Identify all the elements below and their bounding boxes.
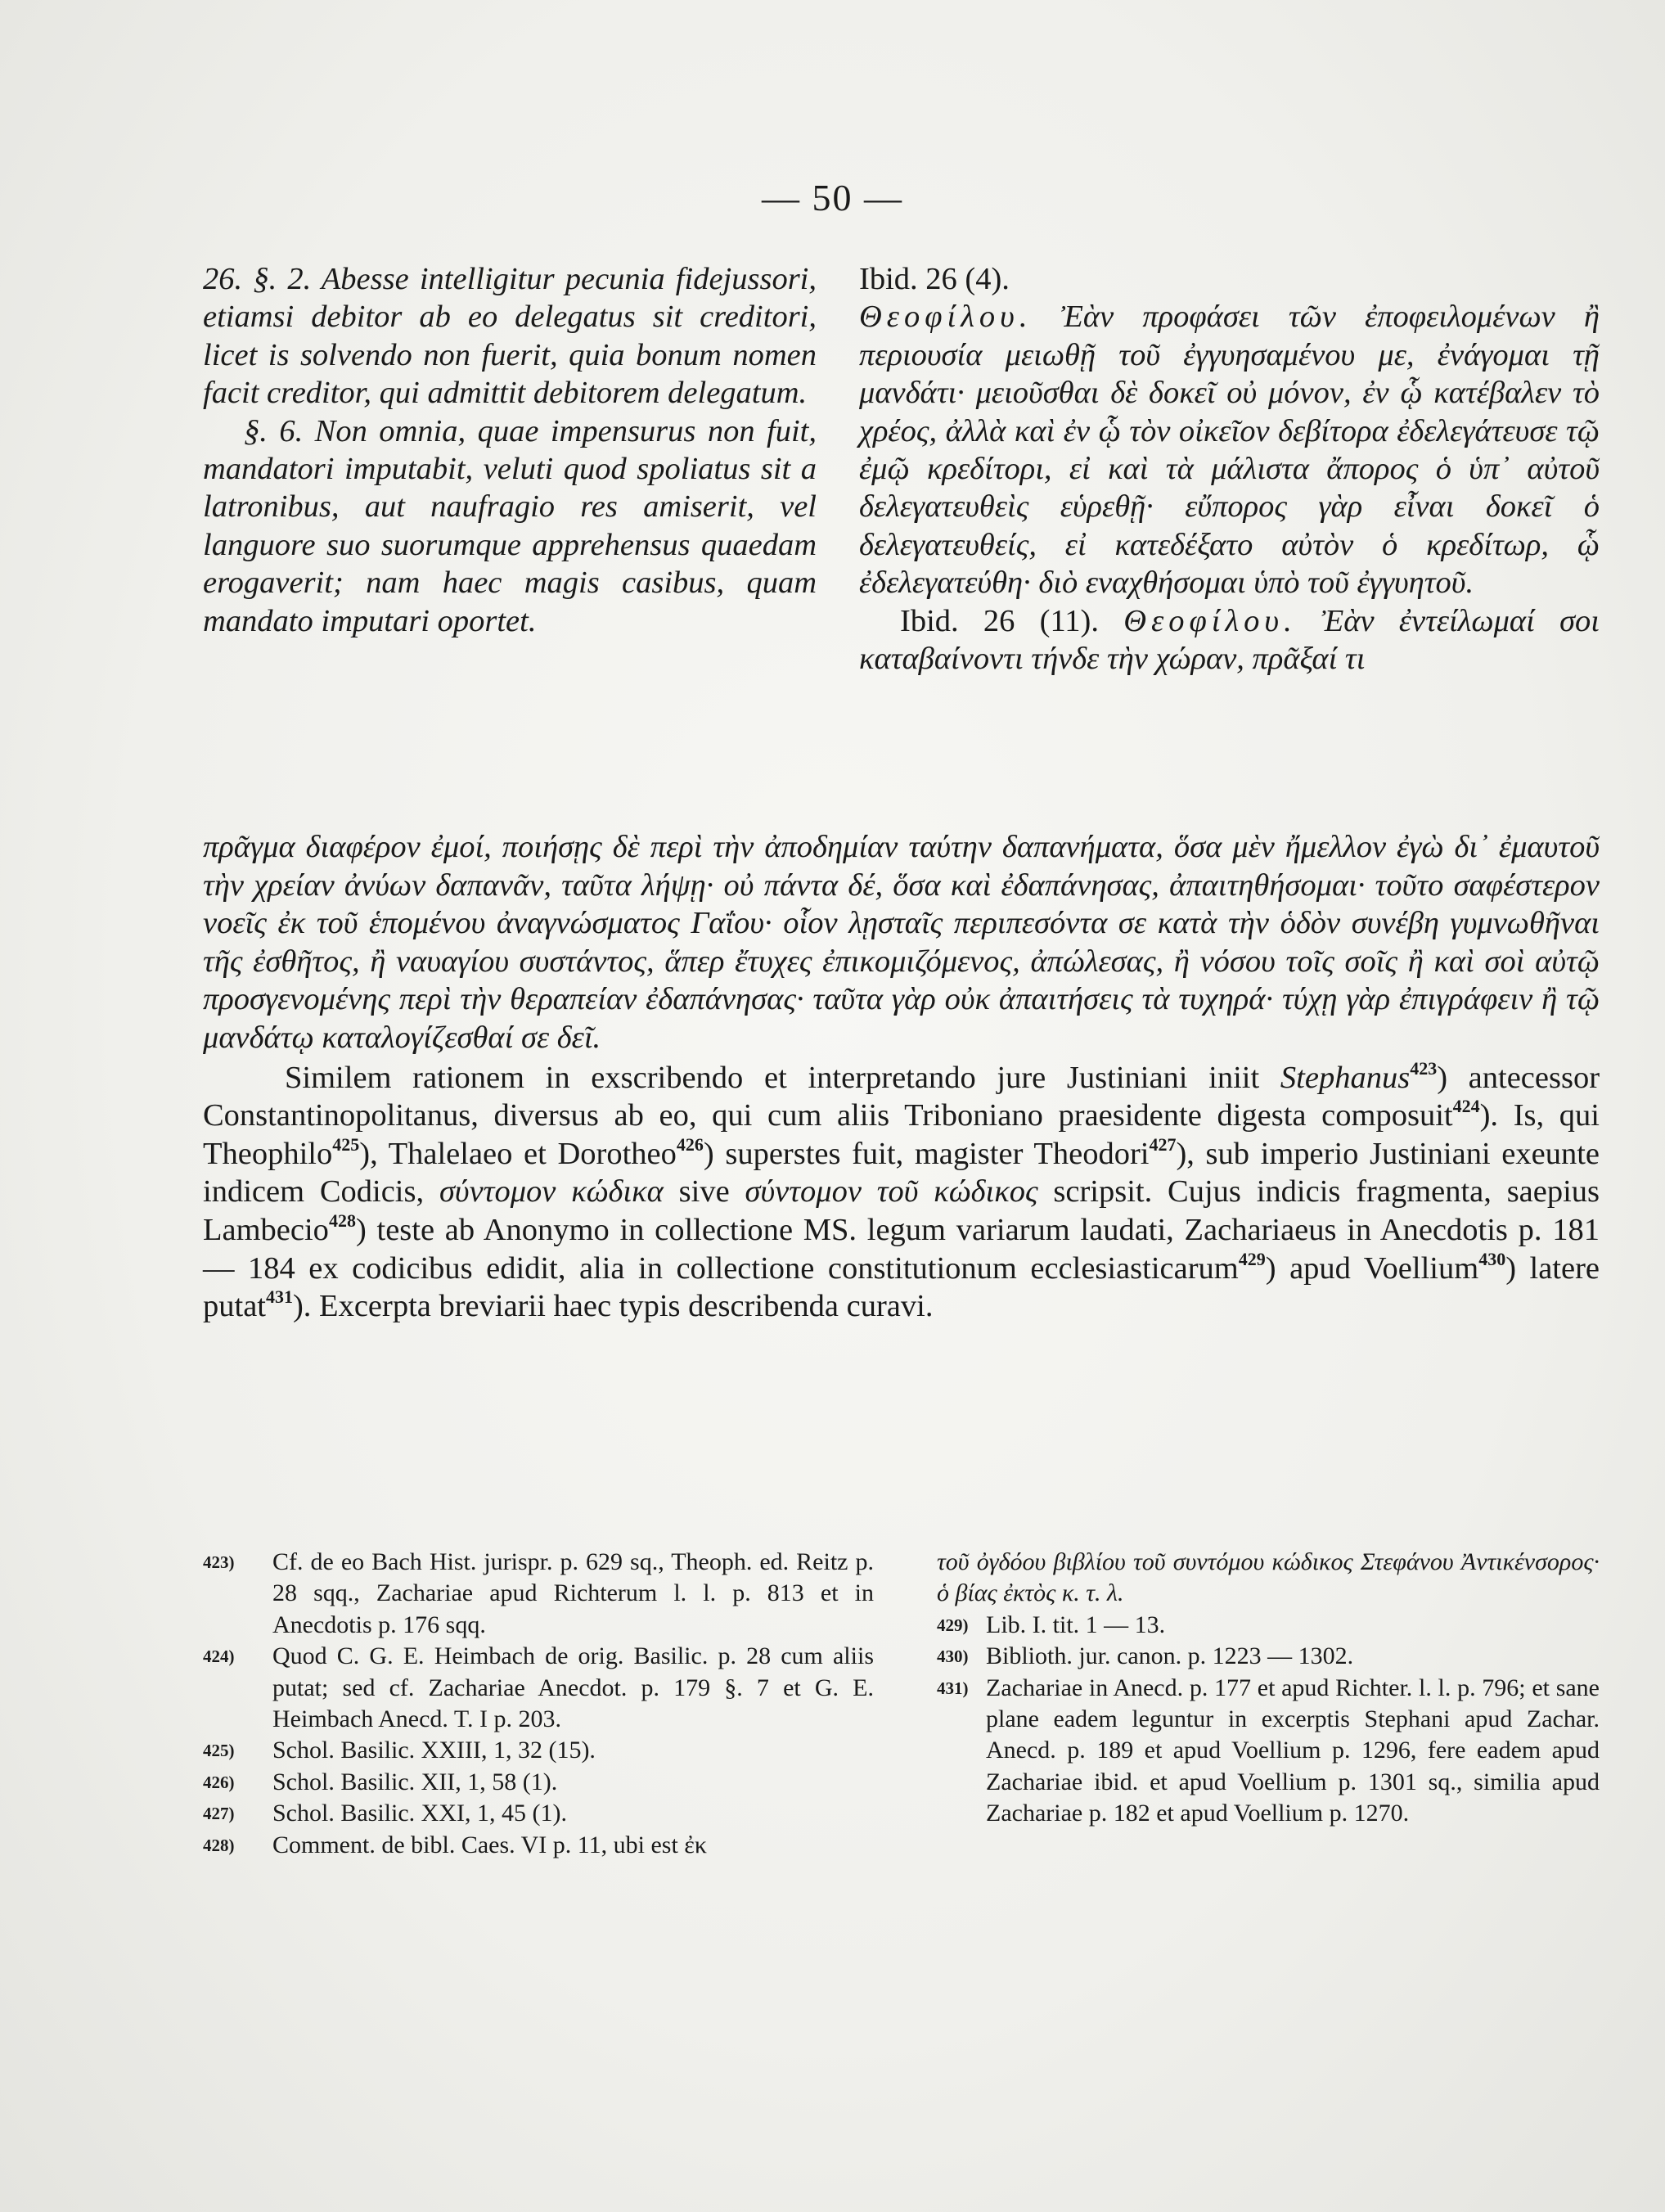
greek-reference-1: Ibid. 26 (4).: [859, 262, 1010, 296]
greek-passage-1: [859, 298, 1600, 601]
footnote-number: 423): [203, 1552, 235, 1572]
body-text: ) teste ab Anonymo in collectione MS. legum variarum laudati, Zachariaeus in Anecdotis p. 181 — 184 ex codicibus edidit, alia in collectione constitutionum ecclesiasticarum: [203, 1212, 1600, 1286]
footnote-426: [203, 1767, 874, 1798]
body-text: Similem rationem in exscribendo et interpretando jure Justiniani iniit: [285, 1060, 1260, 1095]
footnote-ref-427[interactable]: 427: [1149, 1133, 1177, 1155]
footnote-ref-428[interactable]: 428: [328, 1210, 356, 1231]
body-text: ). Excerpta breviarii haec typis describenda curavi.: [292, 1289, 934, 1324]
footnote-429: [937, 1610, 1600, 1641]
stephanus-name: Stephanus: [1280, 1060, 1411, 1095]
footnote-424: [203, 1641, 874, 1735]
body-text: sive: [678, 1174, 730, 1210]
greek-text-1: Ἐὰν προφάσει τῶν ἐποφειλομένων ἢ περιουσία μειωθῇ τοῦ ἐγγυησαμένου με, ἐνάγομαι τῇ μανδάτι· μειοῦσθαι δὲ δοκεῖ οὐ μόνον, ἐν ᾧ κατέβαλεν τὸ χρέος, ἀλλὰ καὶ ἐν ᾧ τὸν οἰκεῖον δεβίτορα ἐδελεγάτευσε τῷ ἐμῷ κρεδίτορι, εἰ καὶ τὰ μάλιστα ἄπορος ὁ ὑπ᾽ αὐτοῦ δελεγατευθεὶς εὑρεθῇ· εὔπορος γὰρ εἶναι δοκεῖ ὁ δελεγατευθείς, εἰ κατεδέξατο αὐτὸν ὁ κρεδίτωρ, ᾧ ἐδελεγατεύθη· διὸ εναχθήσομαι ὑπὸ τοῦ ἐγγυητοῦ.: [859, 300, 1600, 601]
left-column-latin: [203, 260, 817, 640]
footnote-number: 428): [203, 1835, 235, 1855]
body-text: ), sub imperio Justiniani exeunte indicem Codicis,: [203, 1136, 1600, 1210]
footnote-number: 424): [203, 1647, 235, 1667]
footnote-ref-424[interactable]: 424: [1452, 1096, 1480, 1117]
latin-paragraph-1: 26. §. 2. Abesse intelligitur pecunia fidejussori, etiamsi debitor ab eo delegatus sit creditori, licet is solvendo non fuerit, quia bonum nomen facit creditor, qui admittit debitorem delegatum.: [203, 262, 817, 411]
footnotes-left: [203, 1547, 874, 1861]
footnote-text: Cf. de eo Bach Hist. jurispr. p. 629 sq., Theoph. ed. Reitz p. 28 sqq., Zachariae apud Richterum l. l. p. 813 et in Anecdotis p. 176 sqq.: [272, 1548, 874, 1638]
body-text: ) superstes fuit, magister Theodori: [703, 1136, 1150, 1171]
footnote-ref-423[interactable]: 423: [1410, 1057, 1438, 1079]
footnote-text: Biblioth. jur. canon. p. 1223 — 1302.: [986, 1642, 1354, 1670]
body-text: ). Is, qui Theophilo: [203, 1098, 1600, 1171]
greek-author-2: Θεοφίλου.: [1123, 603, 1297, 638]
footnote-ref-426[interactable]: 426: [676, 1133, 704, 1155]
footnote-text: Schol. Basilic. XXIII, 1, 32 (15).: [272, 1737, 596, 1764]
footnote-430: [937, 1641, 1600, 1672]
right-column-greek: [859, 260, 1600, 678]
footnote-428-continuation: τοῦ ὀγδόου βιβλίου τοῦ συντόμου κώδικος Στεφάνου Ἀντικένσορος· ὁ βίας ἐκτὸς κ. τ. λ.: [937, 1548, 1600, 1607]
page-number: — 50 —: [762, 177, 903, 218]
footnote-428: [203, 1830, 874, 1861]
footnote-ref-430[interactable]: 430: [1478, 1248, 1506, 1269]
footnote-text: Schol. Basilic. XII, 1, 58 (1).: [272, 1768, 558, 1795]
body-text: ), Thalelaeo et Dorotheo: [359, 1136, 677, 1171]
footnote-text: Quod C. G. E. Heimbach de orig. Basilic. p. 28 cum aliis putat; sed cf. Zachariae Anecdot. p. 179 §. 7 et G. E. Heimbach Anecd. T. I p. 203.: [272, 1642, 874, 1733]
footnote-ref-431[interactable]: 431: [265, 1286, 293, 1308]
footnote-text: Schol. Basilic. XXI, 1, 45 (1).: [272, 1800, 567, 1827]
footnote-number: 429): [937, 1615, 969, 1635]
greek-author-1: Θεοφίλου.: [859, 300, 1033, 335]
footnote-ref-429[interactable]: 429: [1238, 1248, 1266, 1269]
full-width-body: [203, 828, 1600, 1326]
body-text: ) latere putat: [203, 1250, 1600, 1324]
footnote-text: Zachariae in Anecd. p. 177 et apud Richter. l. l. p. 796; et sane plane eadem leguntur in excerptis Stephani apud Zachar. Anecd. p. 189 et apud Voellium p. 1296, fere eadem apud Zachariae ibid. et apud Voellium p. 1301 sq., similia apud Zachariae p. 182 et apud Voellium p. 1270.: [986, 1674, 1600, 1827]
body-text: ) antecessor Constantinopolitanus, diversus ab eo, qui cum aliis Triboniano praesidente digesta composuit: [203, 1060, 1600, 1133]
footnote-425: [203, 1735, 874, 1766]
footnote-431: [937, 1673, 1600, 1830]
footnote-text: Lib. I. tit. 1 — 13.: [986, 1611, 1166, 1638]
footnote-text: Comment. de bibl. Caes. VI p. 11, ubi est ἐκ: [272, 1831, 708, 1858]
footnote-ref-425[interactable]: 425: [332, 1133, 360, 1155]
body-text: scripsit. Cujus indicis fragmenta, saepius Lambecio: [203, 1174, 1600, 1247]
footnote-number: 430): [937, 1647, 969, 1667]
footnote-number: 426): [203, 1772, 235, 1792]
greek-text-2-continuation: πρᾶγμα διαφέρον ἐμοί, ποιήσῃς δὲ περὶ τὴν ἀποδημίαν ταύτην δαπανήματα, ὅσα μὲν ἤμελλον ἐγὼ δι᾽ ἐμαυτοῦ τὴν χρείαν ἀνύων δαπανᾶν, ταῦτα λήψῃ· οὐ πάντα δέ, ὅσα καὶ ἐδαπάνησας, ἀπαιτηθήσομαι· τοῦτο σαφέστερον νοεῖς ἐκ τοῦ ἑπομένου ἀναγνώσματος Γαΐου· οἷον λῃσταῖς περιπεσόντα σε κατὰ τὴν ὁδὸν συνέβη γυμνωθῆναι τῆς ἐσθῆτος, ἢ ναυαγίου συστάντος, ἅπερ ἔτυχες ἐπικομιζόμενος, ἀπώλεσας, ἢ νόσου τοῖς σοῖς ἢ καὶ σοὶ αὐτῷ προσγενομένης περὶ τὴν θεραπείαν ἐδαπάνησας· ταῦτα γὰρ οὐκ ἀπαιτήσεις τὰ τυχηρά· τύχῃ γὰρ ἐπιγράφειν ἢ τῷ μανδάτῳ καταλογίζεσθαί σε δεῖ.: [203, 830, 1600, 1055]
greek-text-2-start: Ἐὰν ἐντείλωμαί σοι καταβαίνοντι τήνδε τὴν χώραν, πρᾶξαί τι: [859, 603, 1600, 677]
greek-passage-2: [859, 602, 1600, 678]
footnote-423: [203, 1547, 874, 1641]
greek-term-1: σύντομον κώδικα: [439, 1174, 664, 1210]
footnote-number: 427): [203, 1804, 235, 1824]
body-text: ) apud Voellium: [1265, 1250, 1479, 1286]
latin-paragraph-2: §. 6. Non omnia, quae impensurus non fuit, mandatori imputabit, veluti quod spoliatus sit a latronibus, aut naufragio res amiserit, vel languore suo suorumque apprehensus quaedam erogaverit; nam haec magis casibus, quam mandato imputari oportet.: [203, 413, 817, 638]
footnote-427: [203, 1798, 874, 1829]
footnotes-right: [937, 1547, 1600, 1830]
greek-reference-2: Ibid. 26 (11).: [900, 603, 1099, 638]
footnote-number: 431): [937, 1678, 969, 1698]
body-paragraph-stephanus: [203, 1059, 1600, 1326]
footnote-number: 425): [203, 1741, 235, 1761]
greek-term-2: σύντομον τοῦ κώδικος: [745, 1174, 1038, 1210]
